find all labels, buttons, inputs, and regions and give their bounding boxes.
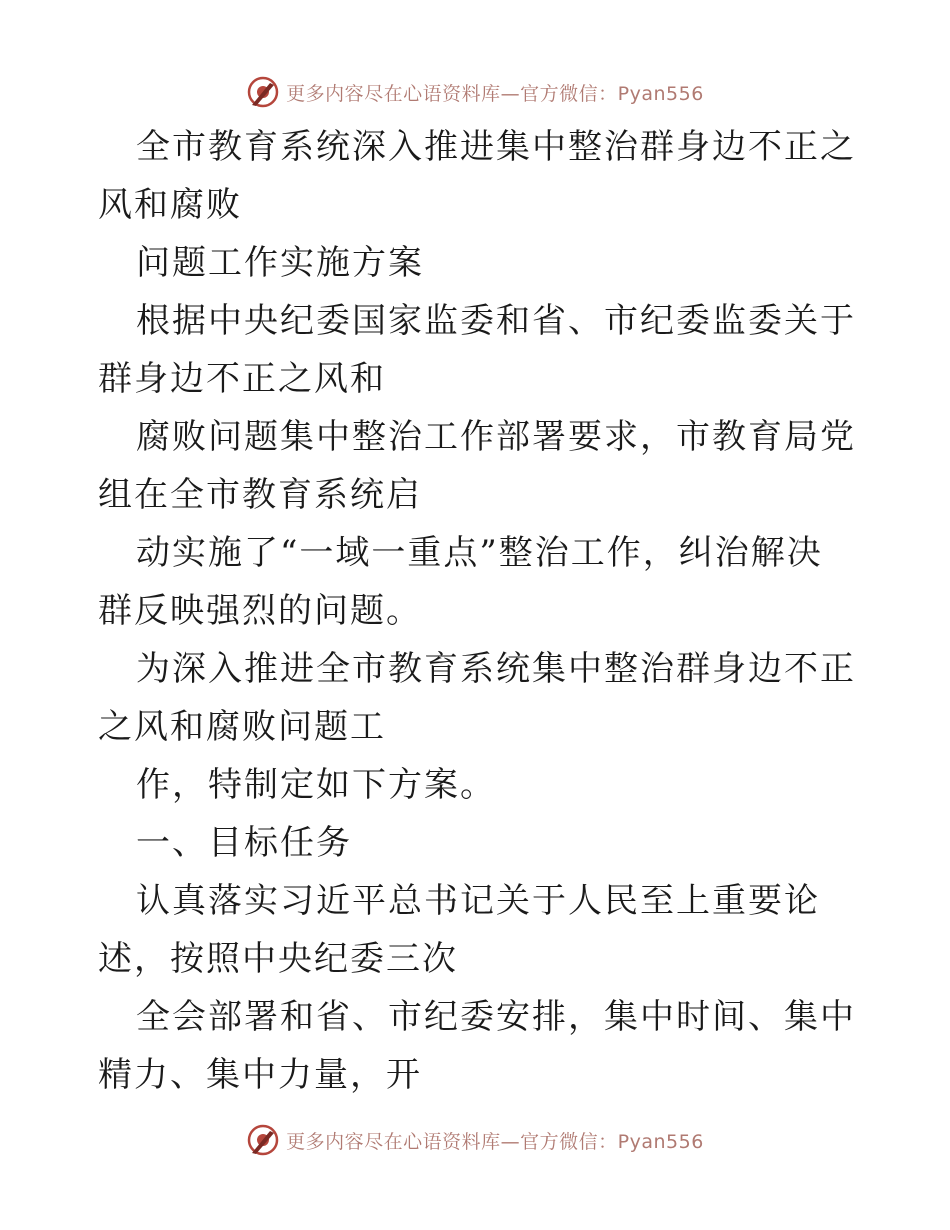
paragraph: 动实施了“一域一重点”整治工作，纠治解决群反映强烈的问题。 [98,533,823,631]
section-heading: 一、目标任务 [136,823,352,863]
footer-watermark [0,1120,950,1160]
watermark-text: 更多内容尽在心语资料库—官方微信：Pyan556 [286,82,704,105]
paragraph: 全会部署和省、市纪委安排，集中时间、集中精力、集中力量，开 [98,997,856,1095]
paragraph: 根据中央纪委国家监委和省、市纪委监委关于群身边不正之风和 [98,301,856,399]
paragraph: 作，特制定如下方案。 [136,765,496,805]
paragraph: 腐败问题集中整治工作部署要求，市教育局党组在全市教育系统启 [98,417,856,515]
quill-pen-logo-icon [246,75,280,109]
document-title-line-2: 问题工作实施方案 [136,243,424,283]
header-watermark [0,72,950,112]
quill-pen-logo-icon [246,1123,280,1157]
document-title-line-1: 全市教育系统深入推进集中整治群身边不正之风和腐败 [98,127,856,225]
paragraph: 为深入推进全市教育系统集中整治群身边不正之风和腐败问题工 [98,649,856,747]
watermark-text: 更多内容尽在心语资料库—官方微信：Pyan556 [286,1130,704,1153]
paragraph: 认真落实习近平总书记关于人民至上重要论述，按照中央纪委三次 [98,881,820,979]
document-body [98,118,858,1104]
